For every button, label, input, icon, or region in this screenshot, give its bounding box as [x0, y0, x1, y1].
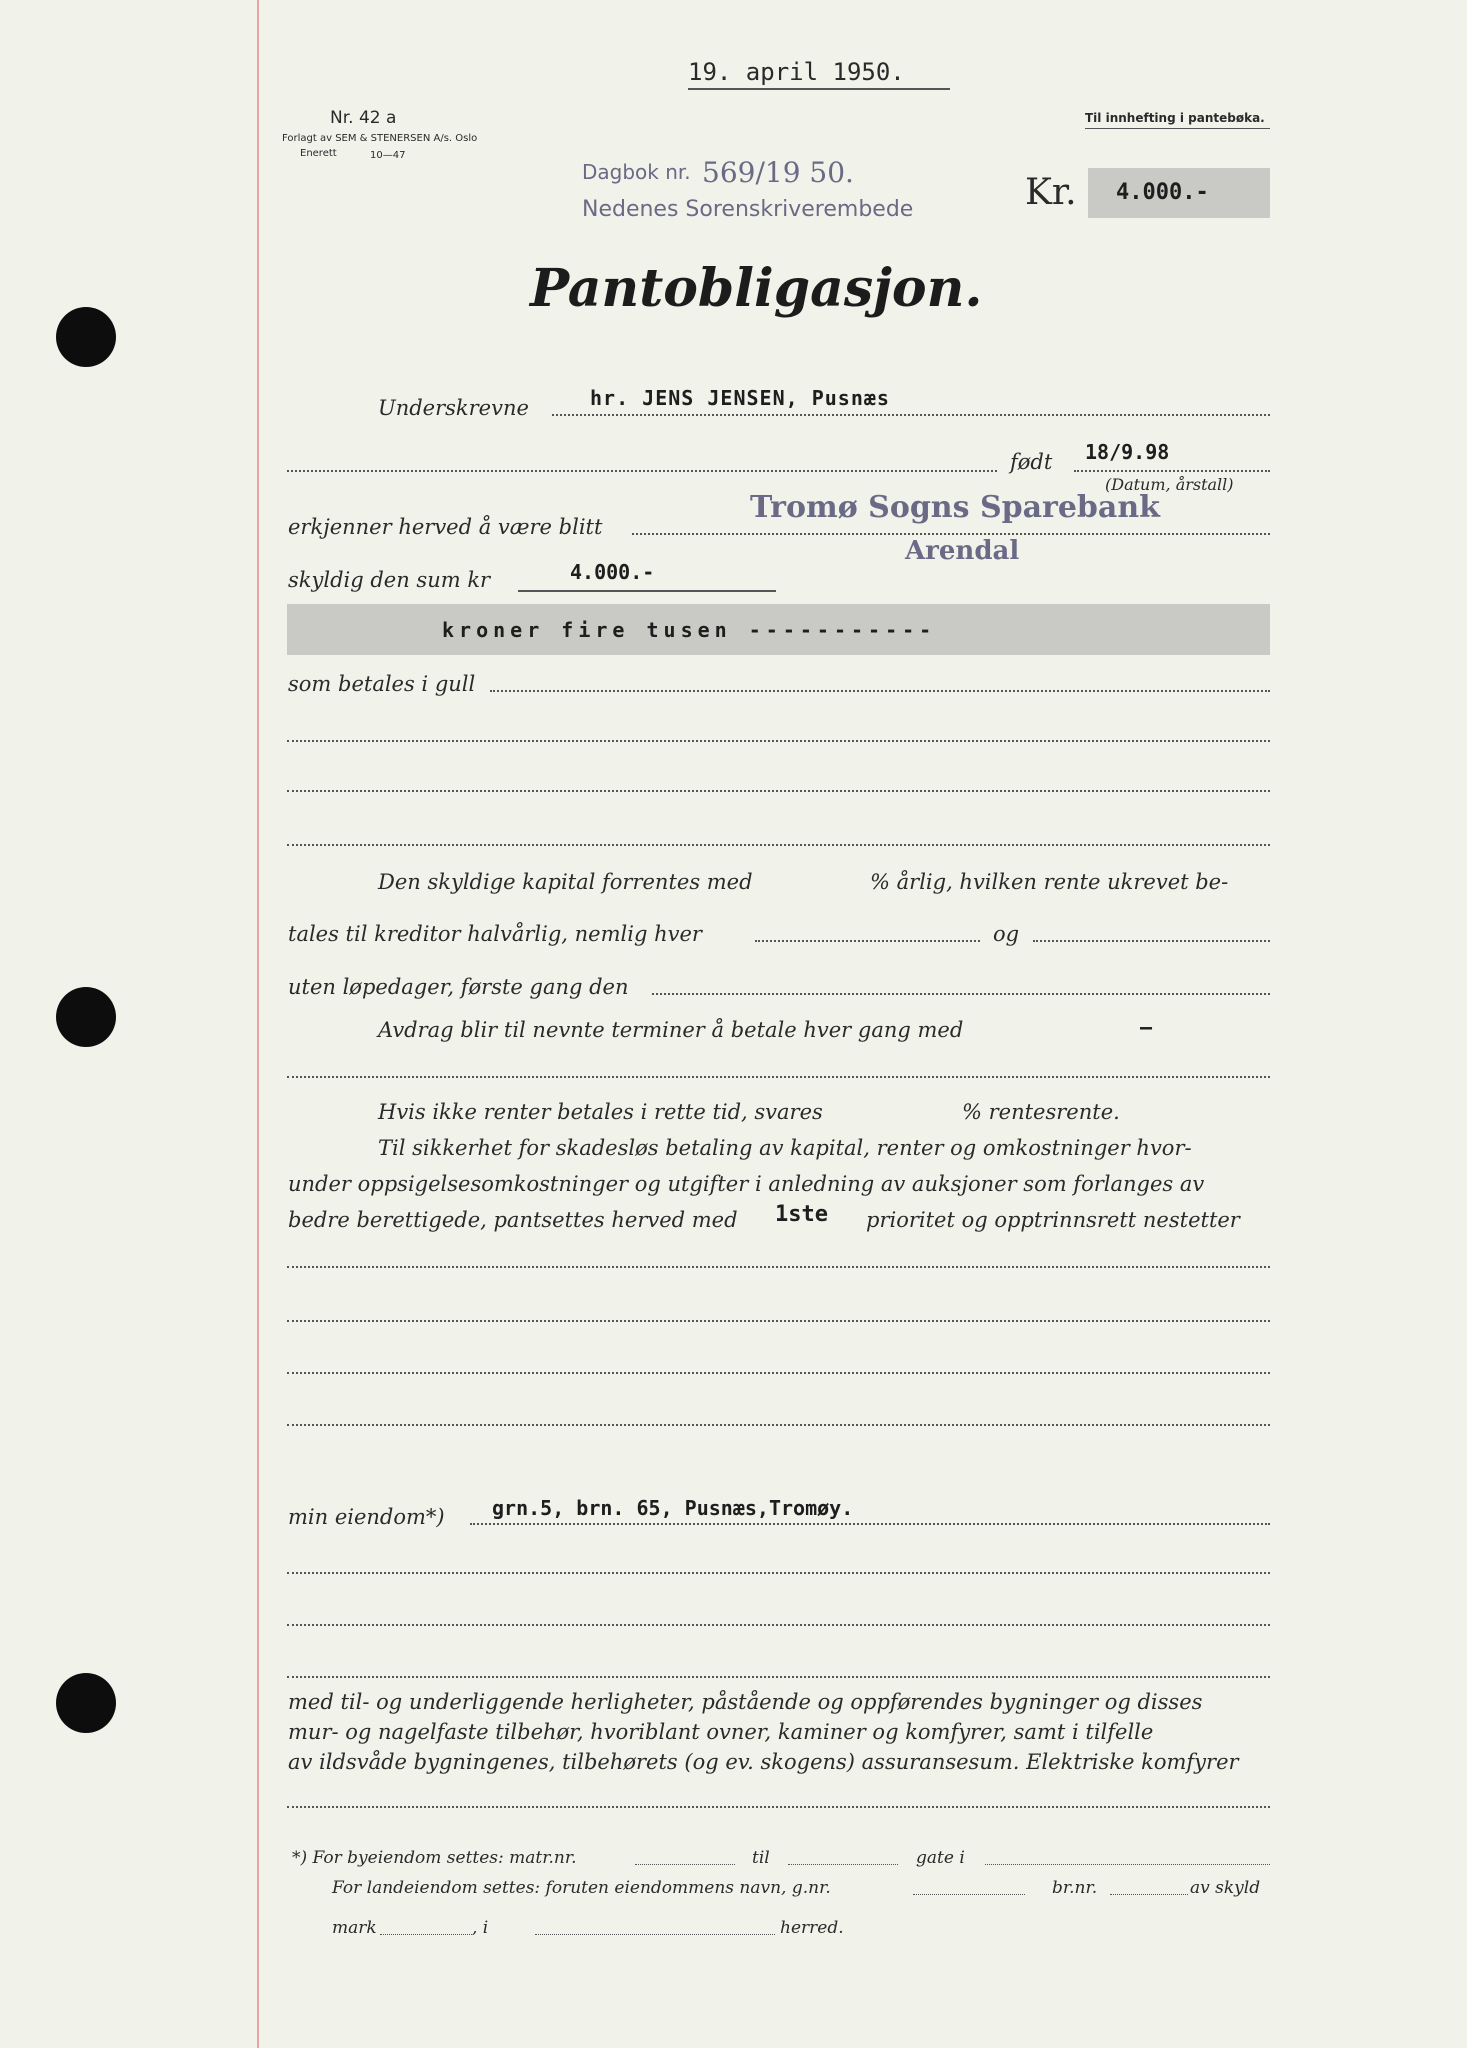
- footnote-line: [1110, 1894, 1188, 1895]
- penalty-text: % rentesrente.: [962, 1100, 1120, 1124]
- debt-label: skyldig den sum kr: [288, 568, 491, 592]
- footnote-line: [380, 1934, 472, 1935]
- interest-text: tales til kreditor halvårlig, nemlig hver: [288, 922, 702, 946]
- blank-line: [287, 740, 1270, 742]
- blank-line: [287, 1076, 1270, 1078]
- blank-line: [287, 1320, 1270, 1322]
- publisher-enerett: Enerett: [300, 148, 337, 159]
- blank-line: [287, 790, 1270, 792]
- amount-label: Kr.: [1025, 172, 1077, 213]
- document-title: Pantobligasjon.: [530, 258, 983, 319]
- blank-line: [287, 1624, 1270, 1626]
- security-text: Til sikkerhet for skadesløs betaling av kapital, renter og omkostninger hvor-: [378, 1136, 1192, 1160]
- installment-value: —: [1140, 1015, 1153, 1039]
- footnote-text: herred.: [780, 1918, 844, 1938]
- blank-line: [287, 844, 1270, 846]
- creditor-line: [632, 533, 1270, 535]
- security-text: under oppsigelsesomkostninger og utgifter i anledning av auksjoner som forlanges av: [288, 1172, 1205, 1196]
- footnote-text: , i: [472, 1918, 489, 1938]
- debt-value: 4.000.-: [570, 560, 655, 584]
- property-value: grn.5, brn. 65, Pusnæs,Tromøy.: [492, 1496, 854, 1520]
- punch-hole: [56, 1673, 116, 1733]
- security-text: bedre berettigede, pantsettes herved med: [288, 1208, 738, 1232]
- amount-value: 4.000.-: [1116, 180, 1209, 205]
- appurtenance-text: av ildsvåde bygningenes, tilbehørets (og ev. skogens) assuransesum. Elektriske komfyrer: [288, 1750, 1239, 1774]
- insert-note-underline: [1085, 128, 1270, 129]
- undersigned-value: hr. JENS JENSEN, Pusnæs: [590, 386, 890, 410]
- publisher-code: 10—47: [370, 150, 406, 161]
- footnote-text: mark: [332, 1918, 377, 1938]
- undersigned-line: [552, 414, 1270, 416]
- office-stamp: Nedenes Sorenskriverembede: [582, 197, 914, 222]
- appurtenance-text: mur- og nagelfaste tilbehør, hvoriblant ovner, kaminer og komfyrer, samt i tilfelle: [288, 1720, 1154, 1744]
- security-text: prioritet og opptrinnsrett nestetter: [866, 1208, 1240, 1232]
- dagbok-value: 569/19 50.: [702, 156, 854, 189]
- creditor-stamp: Tromø Sogns Sparebank: [750, 490, 1160, 525]
- footnote-text: til: [752, 1848, 770, 1868]
- footnote-line: [985, 1864, 1270, 1865]
- gold-line: [490, 690, 1270, 692]
- blank-line: [287, 1424, 1270, 1426]
- property-label: min eiendom*): [288, 1505, 445, 1529]
- born-label: født: [1010, 450, 1053, 474]
- footnote-line: [788, 1864, 898, 1865]
- insert-note: Til innhefting i pantebøka.: [1085, 111, 1265, 125]
- born-line: [1074, 470, 1270, 472]
- blank-line: [287, 1266, 1270, 1268]
- interest-period-line: [1033, 940, 1270, 942]
- footnote-text: av skyld: [1190, 1878, 1261, 1898]
- gold-label: som betales i gull: [288, 672, 476, 696]
- form-number: Nr. 42 a: [330, 108, 397, 128]
- blank-line: [287, 1676, 1270, 1678]
- acknowledge-label: erkjenner herved å være blitt: [288, 515, 603, 539]
- document-date: 19. april 1950.: [688, 58, 905, 86]
- dagbok-label: Dagbok nr.: [582, 160, 691, 184]
- interest-text: og: [993, 922, 1020, 946]
- footnote-text: *) For byeiendom settes: matr.nr.: [292, 1848, 577, 1868]
- publisher-line: Forlagt av SEM & STENERSEN A/s. Oslo: [282, 133, 478, 144]
- interest-text: Den skyldige kapital forrentes med: [378, 870, 753, 894]
- footnote-line: [635, 1864, 735, 1865]
- amount-words-box: [287, 604, 1270, 655]
- punch-hole: [56, 987, 116, 1047]
- footnote-text: For landeiendom settes: foruten eiendommens navn, g.nr.: [332, 1878, 831, 1898]
- blank-line: [287, 1572, 1270, 1574]
- interest-text: uten løpedager, første gang den: [288, 975, 629, 999]
- amount-box: [1088, 168, 1270, 218]
- interest-period-line: [755, 940, 980, 942]
- debt-underline: [518, 590, 776, 592]
- born-hint: (Datum, årstall): [1105, 475, 1234, 494]
- footnote-line: [913, 1894, 1025, 1895]
- amount-words: kroner fire tusen -----------: [442, 618, 937, 642]
- property-line: [470, 1523, 1270, 1525]
- priority-value: 1ste: [775, 1202, 828, 1227]
- penalty-text: Hvis ikke renter betales i rette tid, svares: [378, 1100, 823, 1124]
- punch-hole: [56, 307, 116, 367]
- blank-line: [287, 1372, 1270, 1374]
- interest-text: % årlig, hvilken rente ukrevet be-: [870, 870, 1229, 894]
- creditor-city: Arendal: [905, 536, 1020, 566]
- footnote-text: br.nr.: [1052, 1878, 1098, 1898]
- footnote-line: [535, 1934, 775, 1935]
- undersigned-label: Underskrevne: [378, 396, 529, 420]
- address-line: [287, 470, 997, 472]
- first-date-line: [652, 993, 1270, 995]
- footnote-text: gate i: [916, 1848, 965, 1868]
- appurtenance-text: med til- og underliggende herligheter, påstående og oppførendes bygninger og disses: [288, 1690, 1203, 1714]
- date-underline: [688, 88, 950, 90]
- born-value: 18/9.98: [1085, 440, 1170, 464]
- installment-text: Avdrag blir til nevnte terminer å betale hver gang med: [378, 1018, 964, 1042]
- margin-rule: [257, 0, 259, 2048]
- blank-line: [287, 1806, 1270, 1808]
